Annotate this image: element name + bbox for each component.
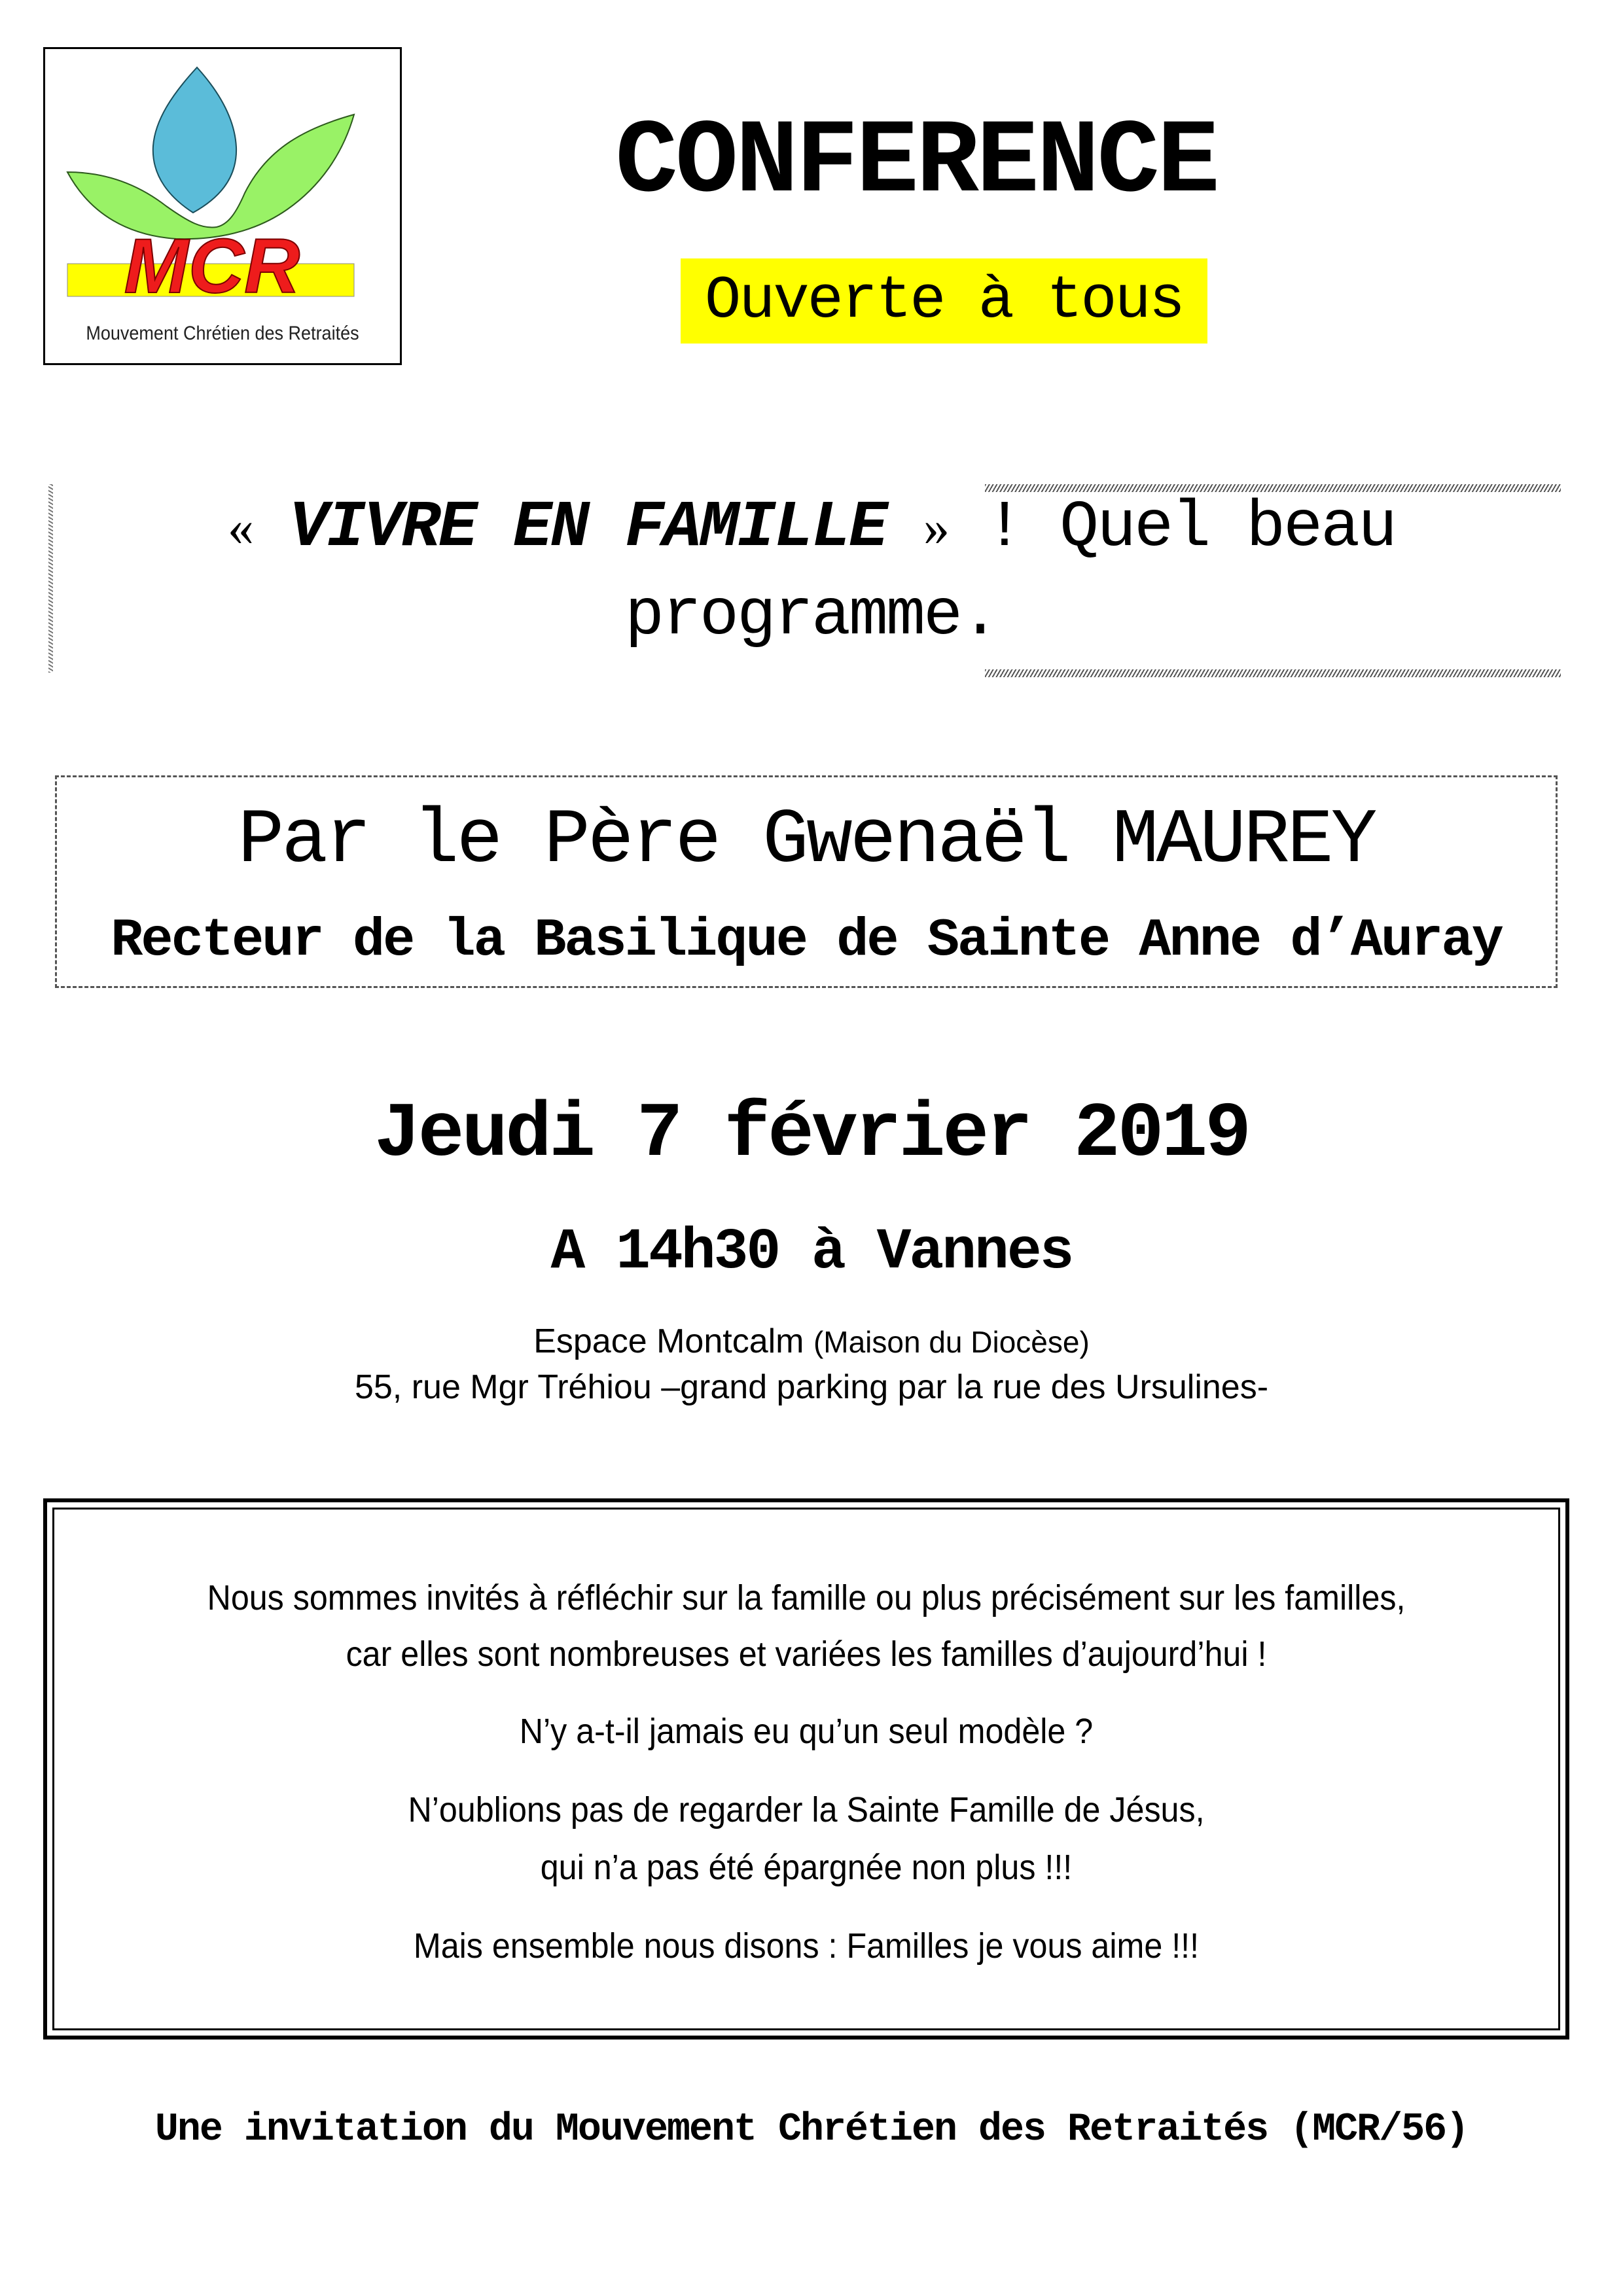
- venue-note: (Maison du Diocèse): [813, 1325, 1090, 1359]
- footer-invitation: Une invitation du Mouvement Chrétien des Retraités (MCR/56): [154, 2108, 1469, 2152]
- open-to-all-label: Ouverte à tous: [705, 266, 1183, 335]
- mcr-logo-graphic: [45, 49, 400, 363]
- logo-caption: Mouvement Chrétien des Retraités: [86, 323, 359, 344]
- message-line: Mais ensemble nous disons : Familles je vous aime !!!: [413, 1926, 1200, 1966]
- open-to-all-badge: [681, 258, 1207, 344]
- theme-bottom-border: [985, 669, 1561, 677]
- theme-rest: ! Quel beau: [985, 491, 1396, 565]
- page-title: CONFERENCE: [615, 104, 1218, 222]
- mcr-logo: [43, 47, 402, 365]
- logo-drop-icon: [153, 67, 236, 213]
- theme-left-border: [48, 484, 53, 673]
- speaker-box: [55, 775, 1558, 988]
- event-time-place: A 14h30 à Vannes: [550, 1220, 1073, 1285]
- message-line: car elles sont nombreuses et variées les familles d’aujourd’hui !: [346, 1634, 1267, 1674]
- speaker-role: Recteur de la Basilique de Sainte Anne d’Auray: [111, 910, 1502, 971]
- event-venue: [0, 1322, 1623, 1362]
- theme-line-2: programme.: [624, 580, 999, 654]
- close-quote: »: [923, 499, 948, 557]
- message-line: N’y a-t-il jamais eu qu’un seul modèle ?: [519, 1712, 1094, 1751]
- event-address: 55, rue Mgr Tréhiou –grand parking par la rue des Ursulines-: [354, 1368, 1269, 1406]
- speaker-name: Par le Père Gwenaël MAUREY: [238, 798, 1375, 885]
- message-line: Nous sommes invités à réfléchir sur la famille ou plus précisément sur les familles,: [207, 1578, 1406, 1617]
- venue-name: Espace Montcalm: [533, 1322, 804, 1360]
- theme-line-1: [131, 484, 1492, 573]
- message-box-inner-border: [52, 1508, 1560, 2030]
- message-line: N’oublions pas de regarder la Sainte Famille de Jésus,: [408, 1790, 1205, 1829]
- conference-theme: [131, 484, 1492, 661]
- event-date: Jeudi 7 février 2019: [374, 1091, 1249, 1178]
- logo-initials: MCR: [124, 223, 300, 309]
- open-quote: «: [227, 499, 252, 557]
- message-box: [43, 1498, 1569, 2040]
- message-line: qui n’a pas été épargnée non plus !!!: [540, 1848, 1073, 1887]
- theme-emphasis: VIVRE EN FAMILLE: [289, 491, 887, 565]
